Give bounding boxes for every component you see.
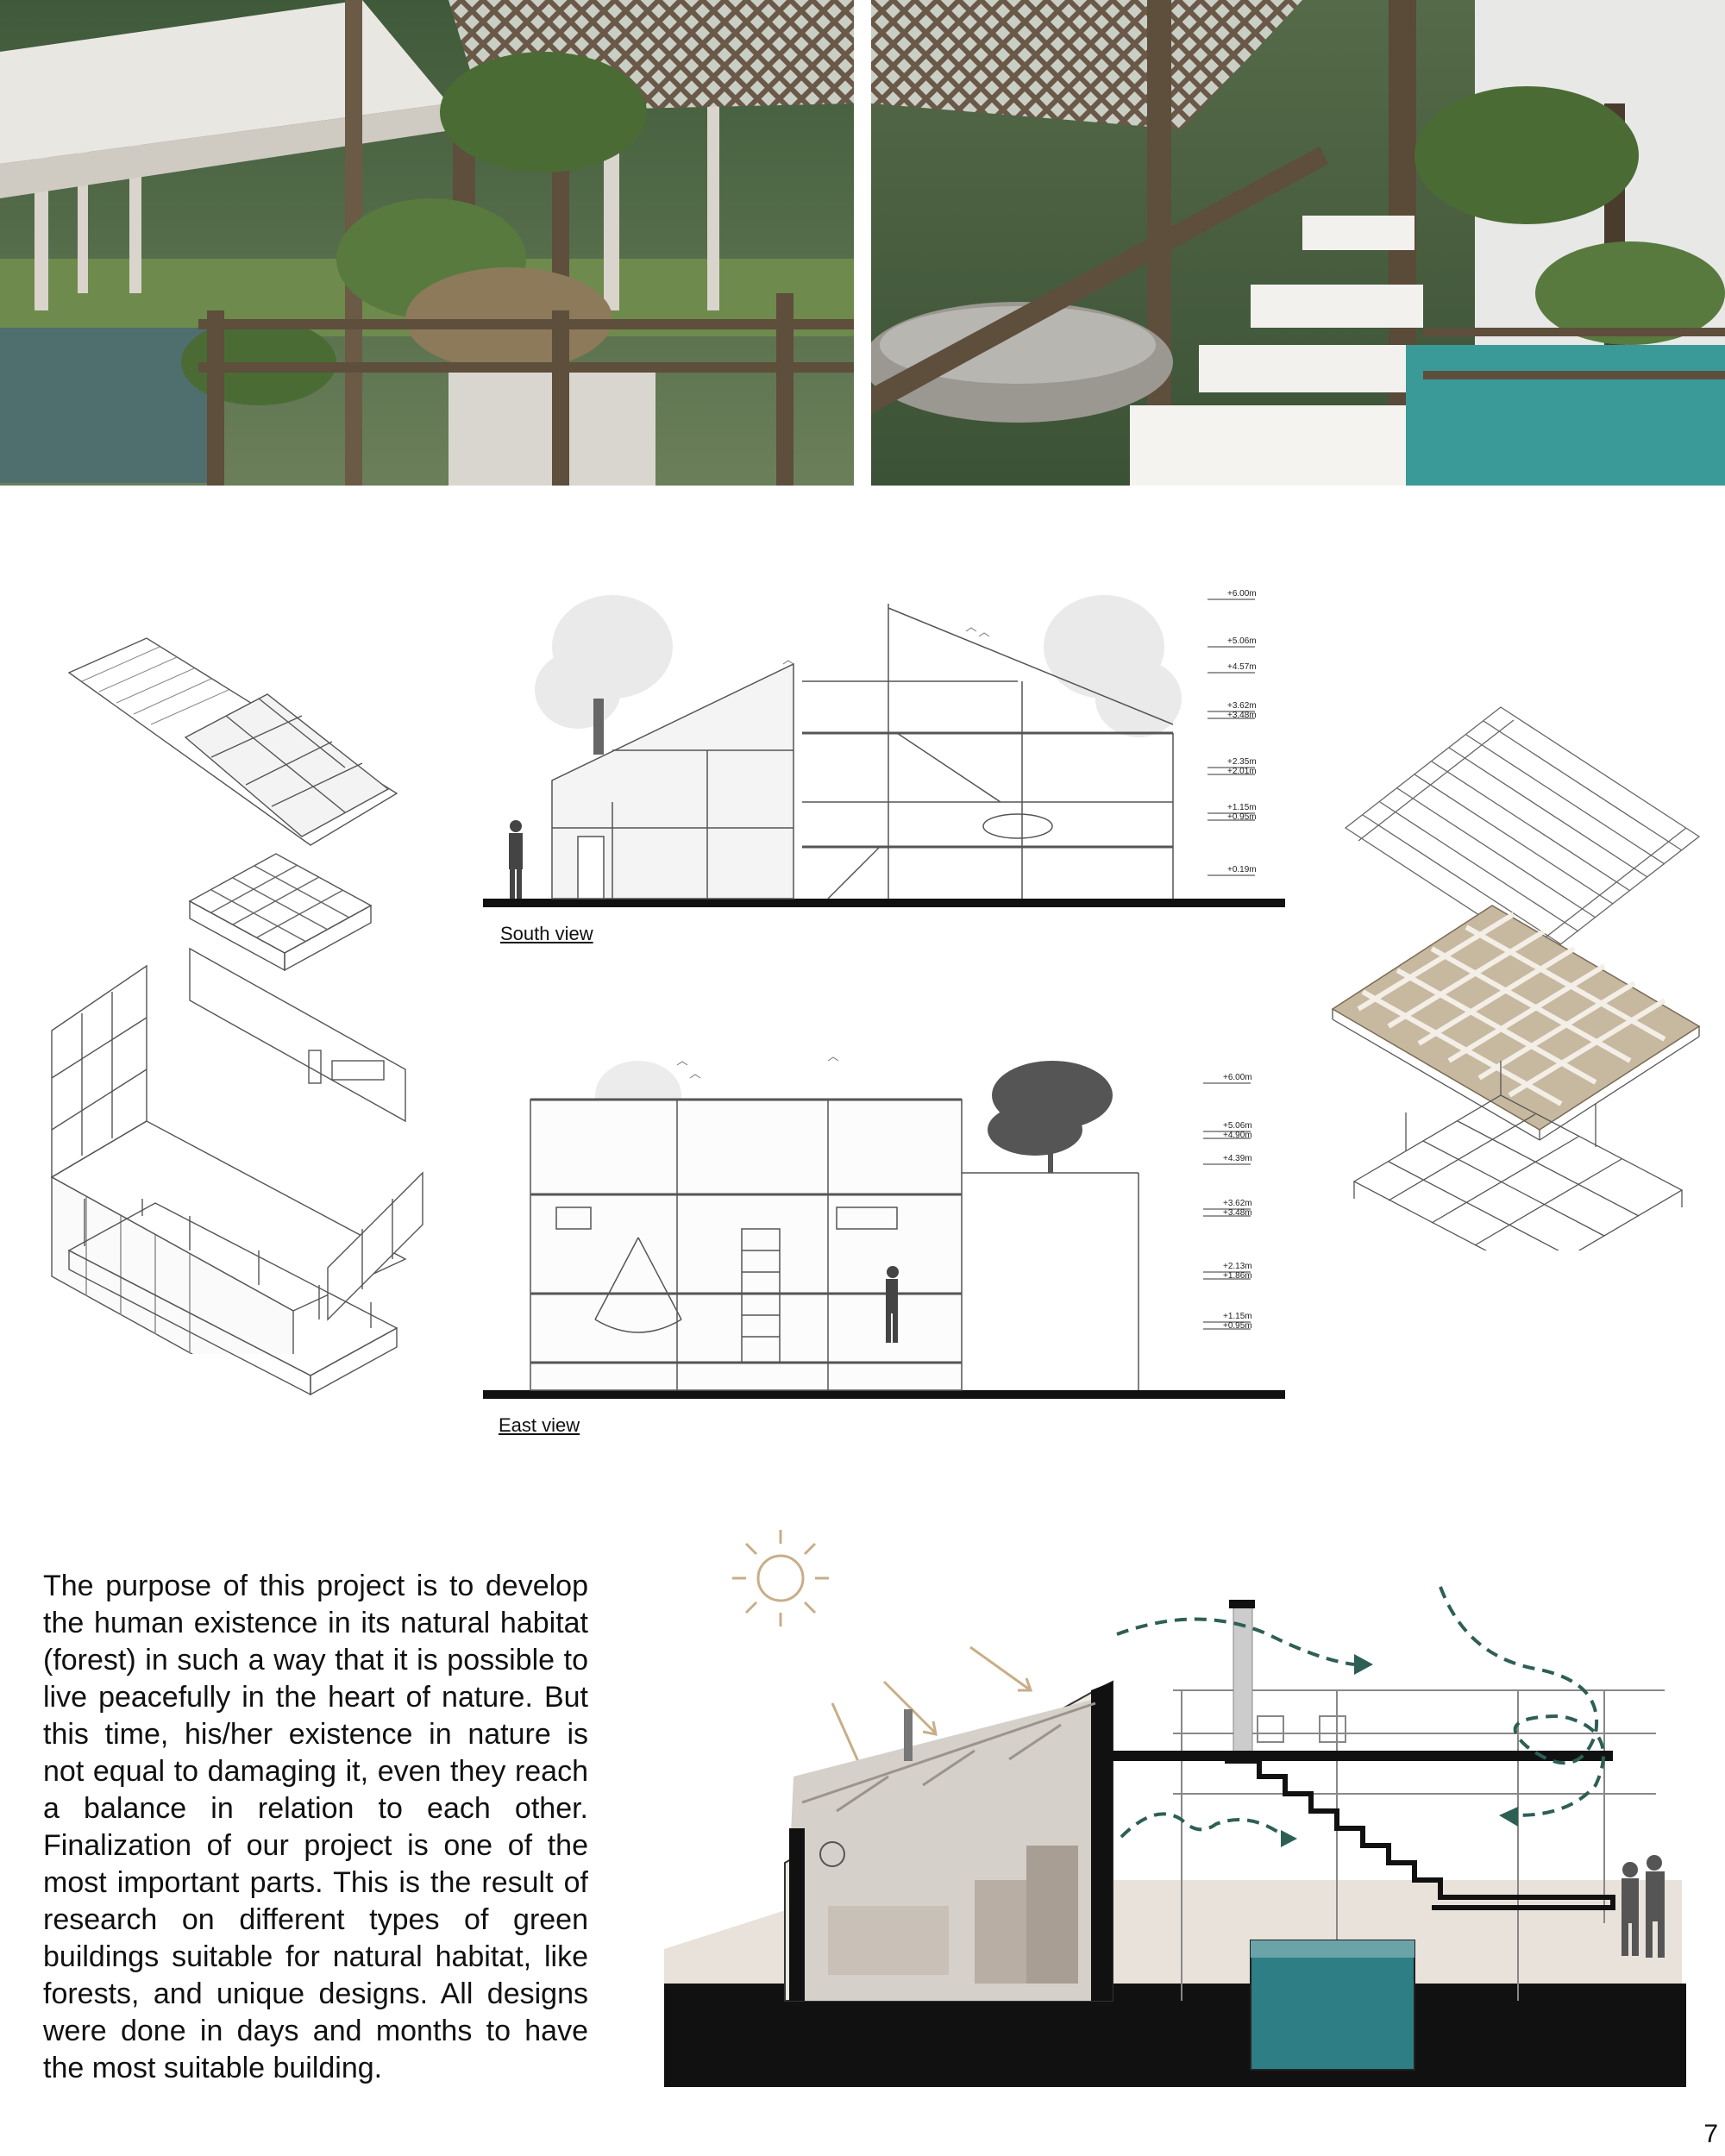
east-level-1: +5.06m	[1223, 1121, 1252, 1131]
forest-pergola-render-icon	[0, 0, 854, 486]
south-level-8: +0.95m	[1227, 812, 1257, 822]
south-level-3: +3.62m	[1227, 701, 1257, 711]
render-photo-left	[0, 0, 854, 486]
roof-pergola-exploded-drawing	[1328, 699, 1708, 1250]
section-perspective-icon	[664, 1518, 1690, 2087]
east-level-3: +4.39m	[1223, 1154, 1252, 1163]
east-level-6: +2.13m	[1223, 1262, 1252, 1271]
foundation-slab-icon	[60, 1199, 405, 1406]
east-view-caption: East view	[499, 1414, 580, 1436]
south-level-5: +2.35m	[1227, 757, 1257, 767]
foundation-slab-drawing	[60, 1199, 405, 1406]
sun-icon	[732, 1530, 829, 1626]
south-view-level-markers	[1203, 582, 1333, 893]
east-level-0: +6.00m	[1223, 1073, 1252, 1082]
roof-pergola-exploded-icon	[1328, 699, 1708, 1250]
page-number: 7	[1703, 2120, 1718, 2148]
east-level-7: +1.86m	[1223, 1271, 1252, 1281]
east-view-drawing	[483, 1000, 1294, 1406]
east-level-8: +1.15m	[1223, 1312, 1252, 1321]
south-view-drawing	[483, 569, 1294, 910]
south-view-section-icon	[483, 569, 1294, 910]
east-level-4: +3.62m	[1223, 1199, 1252, 1208]
south-view-caption: South view	[500, 923, 593, 944]
east-view-section-icon	[483, 1000, 1294, 1406]
east-level-9: +0.95m	[1223, 1321, 1252, 1331]
east-view-level-markers	[1199, 1069, 1328, 1350]
south-level-6: +2.01m	[1227, 767, 1257, 776]
staircase-hammock-render-icon	[871, 0, 1725, 486]
render-photo-right	[871, 0, 1725, 486]
south-level-7: +1.15m	[1227, 803, 1257, 812]
south-level-2: +4.57m	[1227, 662, 1257, 672]
east-level-2: +4.90m	[1223, 1131, 1252, 1140]
south-level-0: +6.00m	[1227, 589, 1257, 599]
south-level-4: +3.48m	[1227, 711, 1257, 720]
east-level-5: +3.48m	[1223, 1208, 1252, 1218]
project-description: The purpose of this project is to develop the human existence in its natural habitat (forest) in such a way that it is possible to live peacefully in the heart of nature. But this time, his/her existence in nature is not equal to damaging it, even they reach a balance in relation to each other. Finalization of our project is one of the most important parts. This is the result of research on different types of green buildings suitable for natural habitat, like forests, and unique designs. All designs were done in days and months to have the most suitable building.	[43, 1570, 588, 2084]
south-level-9: +0.19m	[1227, 865, 1257, 874]
south-level-1: +5.06m	[1227, 636, 1257, 646]
section-perspective-drawing	[664, 1518, 1690, 2087]
